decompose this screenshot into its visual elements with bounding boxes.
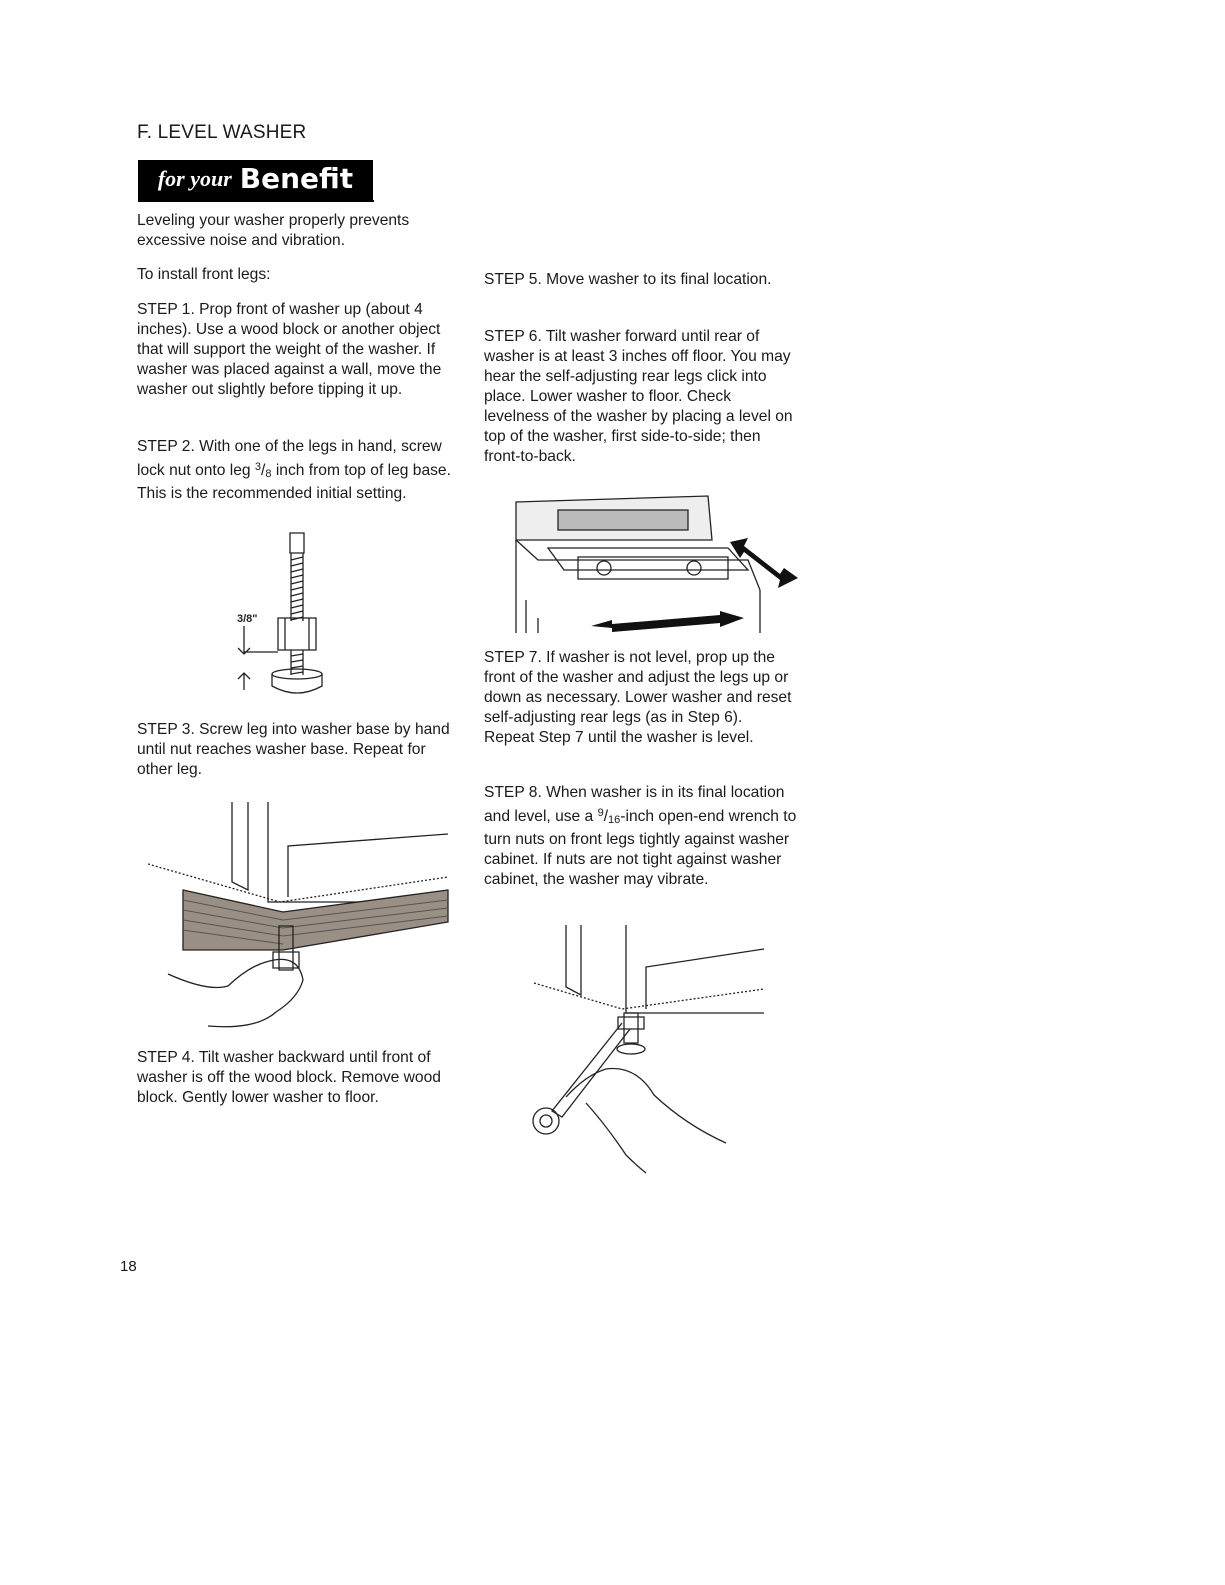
step-8-fraction-numerator: 9 (597, 807, 604, 819)
lock-nut (278, 618, 316, 650)
washer-side-panel (288, 834, 448, 897)
front-to-back-arrow (730, 538, 798, 588)
step-4-text: STEP 4. Tilt washer backward until front of washer is off the wood block. Remove wood block. Gently lower washer to floor. (137, 1049, 441, 1106)
wrench-ring-end (533, 1108, 559, 1134)
leg-base-top (272, 669, 322, 679)
cabinet-corner (566, 925, 764, 1013)
badge-word: Benefit (239, 162, 354, 195)
side-to-side-arrow (591, 611, 744, 632)
step-2-text: STEP 2. With one of the legs in hand, screw lock nut onto leg $^3/_8$ inch from top of leg base. This is the recommended initial setting. (137, 438, 451, 502)
washer-cabinet-corner (232, 802, 448, 902)
leg-base (272, 674, 322, 693)
badge-underline (138, 200, 374, 202)
wrench-ring-inner (540, 1115, 552, 1127)
leg-thread (291, 557, 303, 620)
leg-lower-thread (291, 650, 303, 675)
leveling-leg-illustration (228, 528, 340, 708)
step-8-fraction-denominator: 16 (608, 814, 621, 826)
step-8-text-after: -inch open-end wrench to turn nuts on front legs tightly against washer cabinet. If nuts are not tight against washer cabinet, the washer may vibrate. (484, 808, 797, 888)
dimension-arrow-bottom (238, 673, 250, 690)
leg-dimension-label: 3/8" (237, 613, 258, 625)
wood-block-illustration (148, 802, 460, 1040)
step-2-text-after: inch from top of leg base. This is the recommended initial setting. (137, 462, 451, 502)
dimension-arrow-top (238, 626, 278, 654)
step-2-fraction-denominator: 8 (265, 468, 272, 480)
page-number: 18 (120, 1258, 137, 1275)
level-bubble-right (687, 561, 701, 575)
leg-top-cap (290, 533, 304, 553)
step-6-text: STEP 6. Tilt washer forward until rear of washer is at least 3 inches off floor. You may hear the self-adjusting rear legs click into place. Lower washer to floor. Check levelness of the washer by placing a level on top of the washer, first side-to-side; then front-to-back. (484, 328, 793, 465)
cabinet-bottom-edge (534, 983, 764, 1009)
step-2-text-before: STEP 2. With one of the legs in hand, screw lock nut onto leg (137, 438, 442, 479)
install-heading: To install front legs: (137, 266, 271, 283)
washer-level-illustration (508, 490, 798, 635)
control-display (558, 510, 688, 530)
step-3-text: STEP 3. Screw leg into washer base by hand until nut reaches washer base. Repeat for other leg. (137, 721, 450, 778)
step-7-text: STEP 7. If washer is not level, prop up the front of the washer and adjust the legs up or down as necessary. Lower washer and reset self-adjusting rear legs (as in Step 6). Repeat Step 7 until the washer is level. (484, 649, 792, 746)
benefit-badge (138, 160, 373, 200)
cabinet-side (646, 949, 764, 1009)
level-bubble-left (597, 561, 611, 575)
step-2-fraction-numerator: 3 (254, 461, 262, 473)
step-1-text: STEP 1. Prop front of washer up (about 4 inches). Use a wood block or another object that will support the weight of the washer. If washer was placed against a wall, move the washer out slightly before tipping it up. (137, 301, 442, 398)
step-5-text: STEP 5. Move washer to its final location. (484, 271, 772, 288)
leg-foot (617, 1044, 645, 1054)
step-8-text: STEP 8. When washer is in its final location and level, use a $^9/_{16}$-inch open-end wrench to turn nuts on front legs tightly against washer cabinet. If nuts are not tight against washer cabinet, the washer may vibrate. (484, 784, 797, 888)
step-8-text-before: STEP 8. When washer is in its final location and level, use a (484, 784, 785, 825)
section-title: F. LEVEL WASHER (137, 122, 307, 143)
hand-outline (566, 1069, 726, 1173)
wood-block (183, 890, 448, 950)
intro-text: Leveling your washer properly prevents excessive noise and vibration. (137, 212, 410, 249)
wrench-illustration (526, 925, 771, 1175)
badge-prefix: for your (157, 165, 232, 191)
wrench-handle (552, 1023, 630, 1117)
